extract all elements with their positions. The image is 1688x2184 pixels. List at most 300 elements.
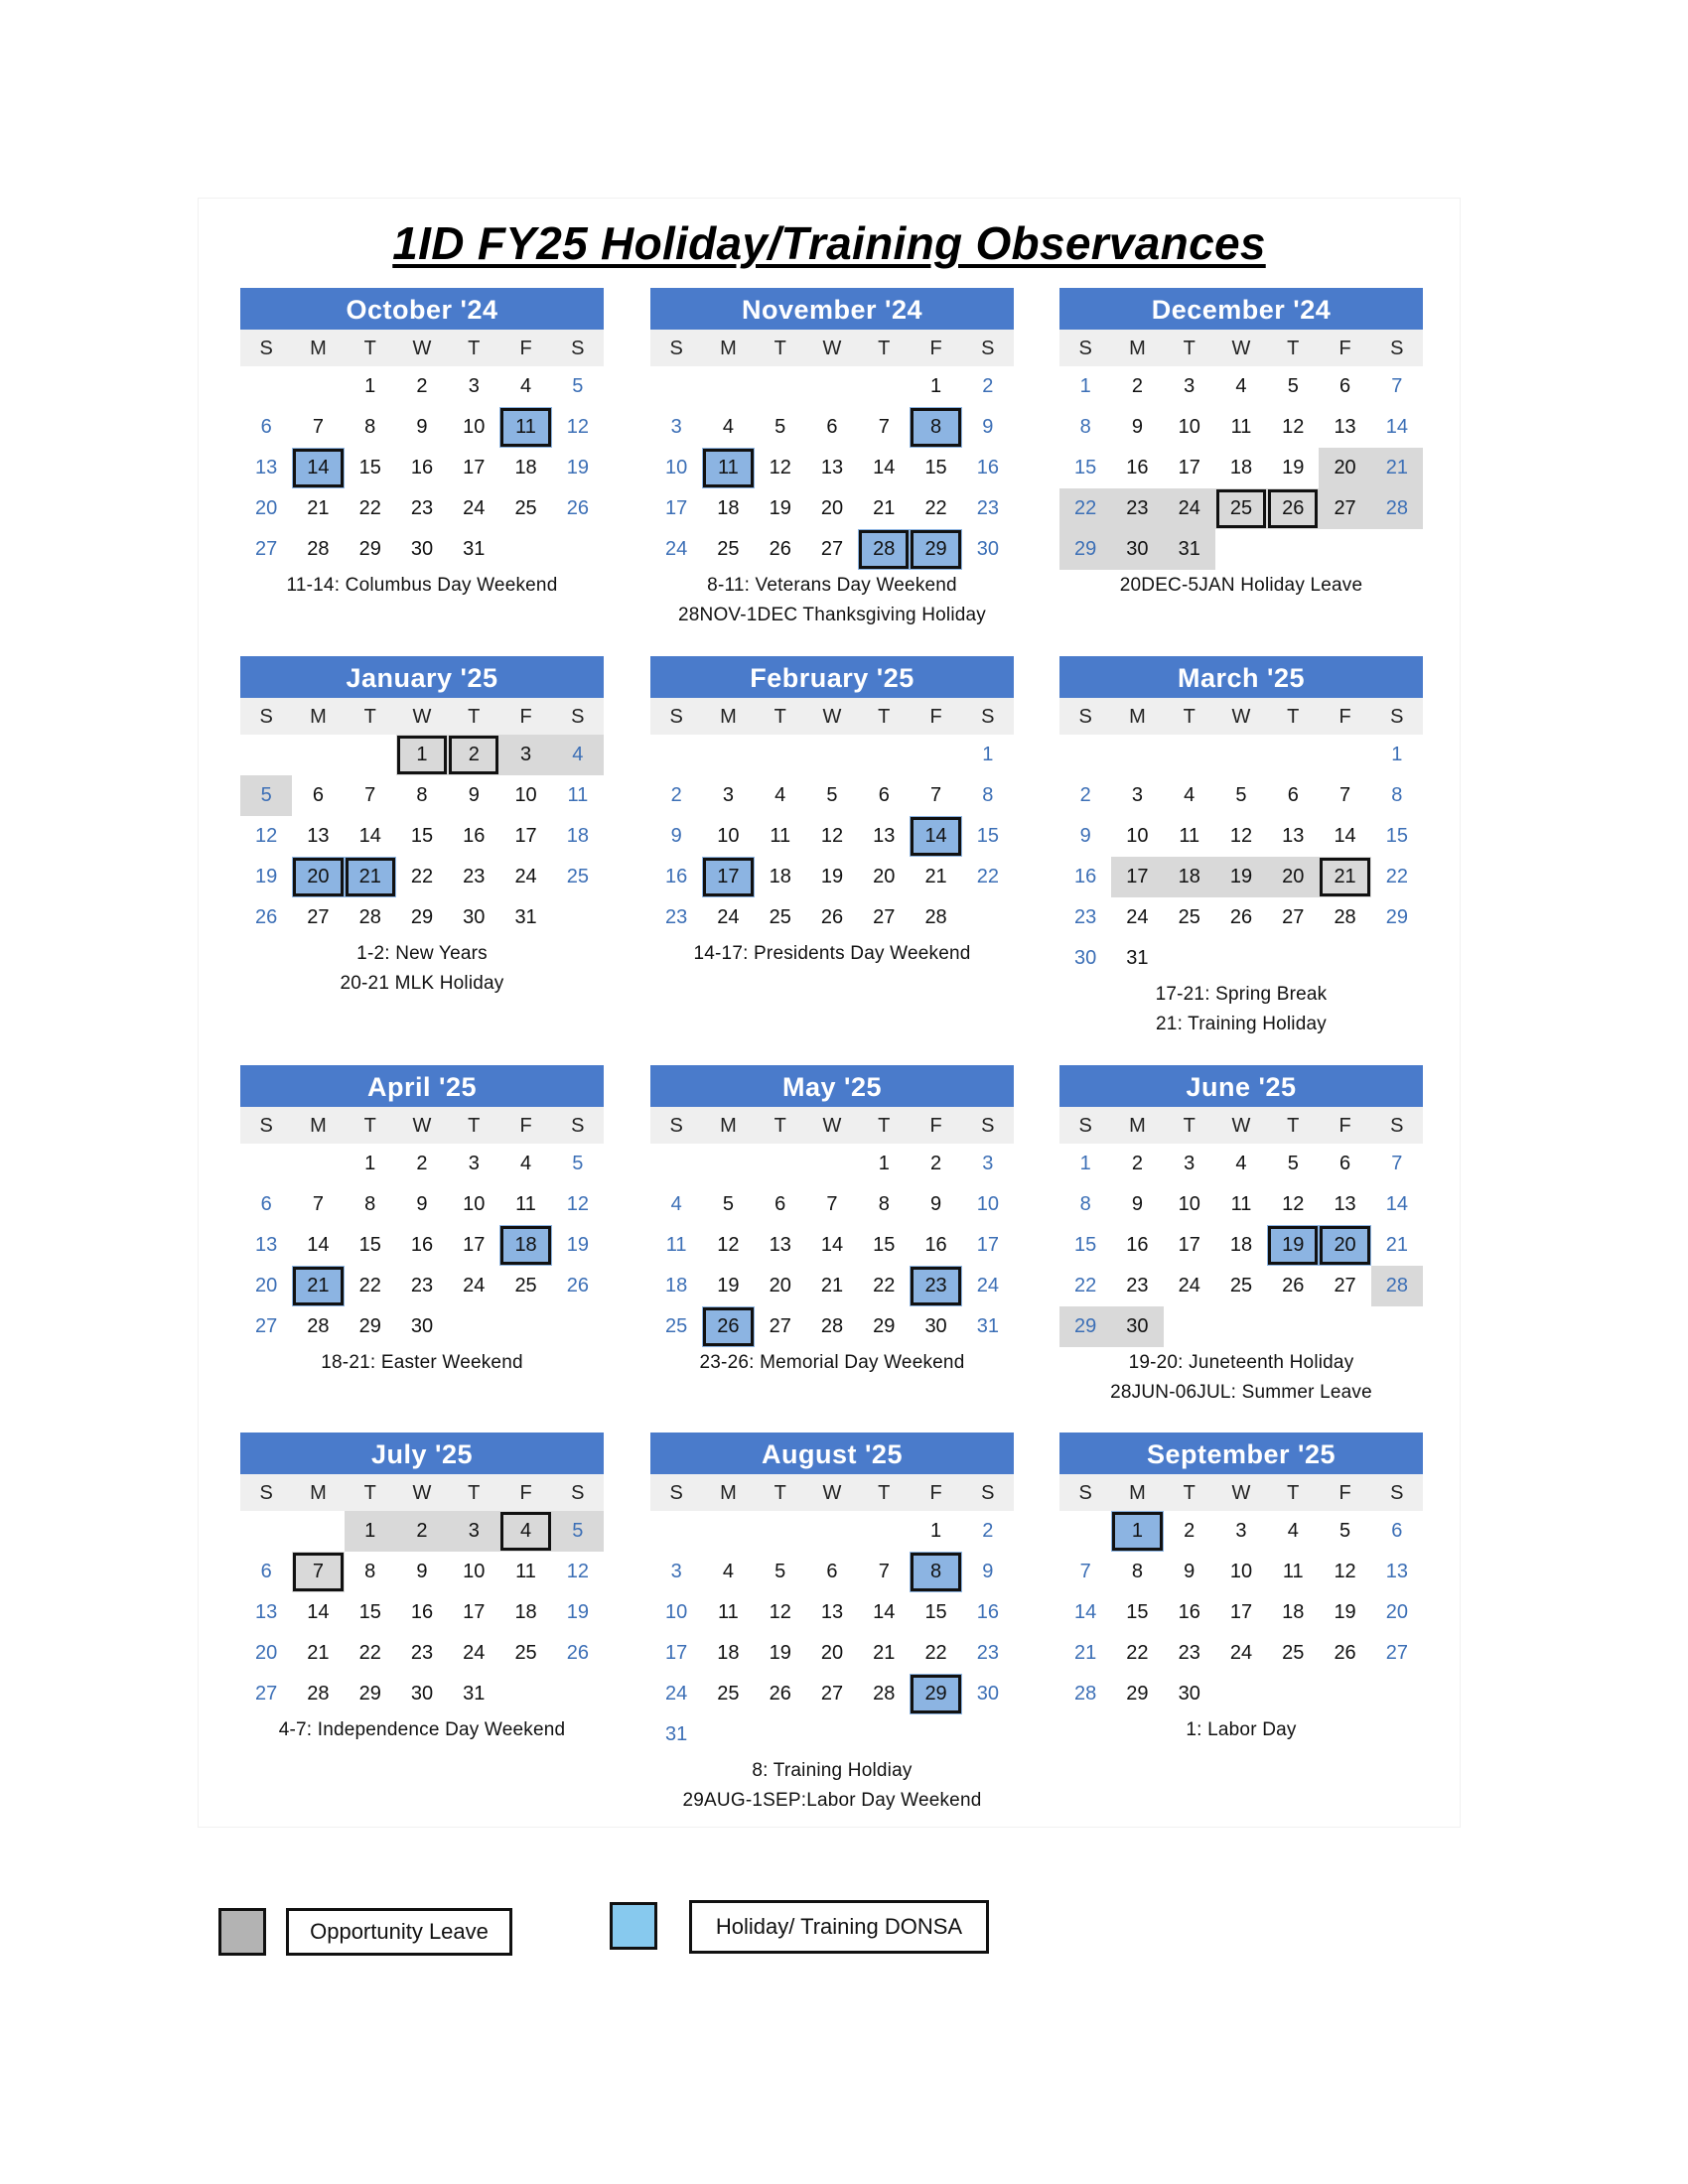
day-cell: 20 bbox=[820, 497, 844, 519]
day-cell: 4 bbox=[1235, 1153, 1247, 1174]
day-cell: 22 bbox=[873, 1275, 896, 1297]
day-cell: 16 bbox=[410, 457, 434, 478]
day-cell: 16 bbox=[1178, 1601, 1200, 1623]
day-grid bbox=[1059, 735, 1423, 979]
day-cell: 11 bbox=[702, 448, 754, 488]
day-cell: 26 bbox=[769, 538, 791, 560]
day-cell: 23 bbox=[976, 1642, 999, 1664]
month-notes bbox=[1059, 1715, 1423, 1745]
day-cell: 28 bbox=[820, 1315, 844, 1337]
day-cell: 10 bbox=[1229, 1561, 1253, 1582]
day-cell: 6 bbox=[1287, 784, 1299, 806]
day-cell: 23 bbox=[463, 866, 486, 887]
day-cell: 25 bbox=[514, 1642, 537, 1664]
empty-cell bbox=[650, 1144, 702, 1184]
day-cell: 25 bbox=[665, 1315, 688, 1337]
day-cell: 25 bbox=[1178, 906, 1200, 928]
day-grid bbox=[240, 1144, 604, 1347]
empty-cell bbox=[1164, 735, 1215, 775]
weekday-label: S bbox=[1390, 1115, 1404, 1137]
day-cell: 16 bbox=[1126, 457, 1149, 478]
month-title: January '25 bbox=[240, 656, 604, 698]
day-cell: 26 bbox=[566, 1275, 589, 1297]
month-february bbox=[650, 656, 1014, 969]
weekday-header-row bbox=[1059, 698, 1423, 735]
weekday-label: S bbox=[259, 338, 273, 359]
day-cell: 8 bbox=[982, 784, 994, 806]
month-notes bbox=[1059, 1348, 1423, 1408]
day-cell: 23 bbox=[410, 1642, 434, 1664]
day-cell: 18 bbox=[499, 1225, 551, 1266]
month-notes bbox=[240, 571, 604, 601]
empty-cell bbox=[702, 366, 754, 407]
day-cell: 22 bbox=[1074, 1275, 1097, 1297]
weekday-label: M bbox=[1129, 706, 1146, 728]
day-grid bbox=[240, 366, 604, 570]
weekday-label: M bbox=[310, 706, 327, 728]
day-cell: 2 bbox=[982, 1520, 994, 1542]
day-cell: 11 bbox=[718, 1601, 739, 1623]
empty-cell bbox=[1267, 735, 1319, 775]
day-cell: 14 bbox=[873, 1601, 896, 1623]
day-cell: 24 bbox=[1126, 906, 1149, 928]
day-cell: 8 bbox=[1131, 1561, 1143, 1582]
day-cell: 5 bbox=[572, 1153, 584, 1174]
day-cell: 27 bbox=[1282, 906, 1305, 928]
day-cell: 19 bbox=[717, 1275, 740, 1297]
day-grid bbox=[240, 735, 604, 938]
weekday-label: T bbox=[1183, 1115, 1196, 1137]
weekday-label: T bbox=[1287, 1115, 1300, 1137]
day-cell: 12 bbox=[1282, 1193, 1305, 1215]
day-grid bbox=[1059, 1144, 1423, 1347]
weekday-label: T bbox=[878, 1482, 891, 1504]
day-cell: 25 bbox=[769, 906, 791, 928]
day-cell: 7 bbox=[878, 416, 890, 438]
day-cell: 3 bbox=[982, 1153, 994, 1174]
day-cell: 29 bbox=[358, 538, 381, 560]
empty-cell bbox=[1215, 735, 1267, 775]
empty-cell bbox=[650, 735, 702, 775]
day-cell: 8 bbox=[364, 1193, 376, 1215]
weekday-label: T bbox=[774, 338, 786, 359]
day-cell: 26 bbox=[769, 1683, 791, 1705]
month-title: February '25 bbox=[650, 656, 1014, 698]
day-cell: 19 bbox=[820, 866, 844, 887]
month-title: March '25 bbox=[1059, 656, 1423, 698]
weekday-label: S bbox=[1390, 338, 1404, 359]
day-cell: 26 bbox=[1267, 488, 1319, 529]
day-cell: 29 bbox=[910, 529, 961, 570]
day-cell: 31 bbox=[514, 906, 537, 928]
day-cell: 4 bbox=[670, 1193, 682, 1215]
day-cell: 21 bbox=[307, 1642, 330, 1664]
day-cell: 13 bbox=[1385, 1561, 1408, 1582]
month-october bbox=[240, 288, 604, 601]
observance-note: 18-21: Easter Weekend bbox=[321, 1352, 523, 1373]
weekday-label: T bbox=[363, 706, 376, 728]
weekday-header-row bbox=[650, 698, 1014, 735]
weekday-label: T bbox=[468, 1482, 481, 1504]
day-cell: 24 bbox=[463, 497, 486, 519]
weekday-header-row bbox=[240, 698, 604, 735]
month-title: November '24 bbox=[650, 288, 1014, 330]
day-cell: 1 bbox=[364, 375, 376, 397]
empty-cell bbox=[240, 366, 292, 407]
weekday-label: S bbox=[571, 706, 585, 728]
day-cell: 1 bbox=[1079, 1153, 1091, 1174]
day-cell: 29 bbox=[1059, 1306, 1111, 1347]
weekday-label: T bbox=[878, 706, 891, 728]
day-cell: 7 bbox=[364, 784, 376, 806]
day-cell: 28 bbox=[307, 538, 330, 560]
day-cell: 15 bbox=[1074, 457, 1097, 478]
day-cell: 13 bbox=[1282, 825, 1305, 847]
day-cell: 23 bbox=[410, 497, 434, 519]
day-cell: 17 bbox=[1229, 1601, 1253, 1623]
empty-cell bbox=[755, 1511, 806, 1552]
weekday-label: M bbox=[1129, 338, 1146, 359]
empty-cell bbox=[292, 735, 344, 775]
day-cell: 12 bbox=[566, 1193, 589, 1215]
day-cell: 9 bbox=[416, 1561, 428, 1582]
empty-cell bbox=[345, 735, 396, 775]
weekday-label: W bbox=[412, 1482, 432, 1504]
weekday-label: S bbox=[259, 1482, 273, 1504]
day-cell: 4 bbox=[1235, 375, 1247, 397]
day-cell: 24 bbox=[976, 1275, 999, 1297]
empty-cell bbox=[240, 1144, 292, 1184]
month-title: December '24 bbox=[1059, 288, 1423, 330]
day-cell: 17 bbox=[1111, 857, 1163, 897]
day-cell: 11 bbox=[770, 825, 791, 847]
day-cell: 6 bbox=[826, 416, 838, 438]
day-cell: 14 bbox=[873, 457, 896, 478]
weekday-label: W bbox=[822, 1115, 842, 1137]
day-cell: 15 bbox=[924, 1601, 947, 1623]
weekday-label: F bbox=[929, 1115, 942, 1137]
month-title: May '25 bbox=[650, 1065, 1014, 1107]
weekday-label: M bbox=[1129, 1482, 1146, 1504]
month-notes bbox=[1059, 571, 1423, 601]
day-grid bbox=[650, 735, 1014, 938]
weekday-label: T bbox=[468, 1115, 481, 1137]
day-cell: 27 bbox=[873, 906, 896, 928]
observance-note: 20DEC-5JAN Holiday Leave bbox=[1119, 575, 1363, 596]
observance-note: 4-7: Independence Day Weekend bbox=[278, 1719, 566, 1740]
weekday-label: M bbox=[310, 1115, 327, 1137]
day-cell: 13 bbox=[307, 825, 330, 847]
day-cell: 3 bbox=[1184, 375, 1196, 397]
day-cell: 22 bbox=[924, 1642, 947, 1664]
observance-note: 17-21: Spring Break bbox=[1155, 984, 1328, 1005]
weekday-label: T bbox=[1183, 706, 1196, 728]
empty-cell bbox=[292, 366, 344, 407]
weekday-label: T bbox=[1183, 338, 1196, 359]
day-cell: 13 bbox=[255, 1234, 278, 1256]
day-cell: 21 bbox=[924, 866, 947, 887]
day-cell: 27 bbox=[1334, 1275, 1356, 1297]
day-cell: 17 bbox=[665, 1642, 688, 1664]
weekday-header-row bbox=[1059, 1474, 1423, 1511]
legend-holiday-swatch bbox=[610, 1902, 657, 1950]
weekday-label: W bbox=[822, 706, 842, 728]
weekday-label: T bbox=[363, 338, 376, 359]
day-cell: 5 bbox=[240, 775, 292, 816]
month-notes bbox=[1059, 980, 1423, 1039]
weekday-label: T bbox=[363, 1482, 376, 1504]
day-cell: 10 bbox=[463, 1193, 486, 1215]
weekday-label: T bbox=[774, 1482, 786, 1504]
day-cell: 6 bbox=[826, 1561, 838, 1582]
day-cell: 17 bbox=[665, 497, 688, 519]
page-title: 1ID FY25 Holiday/Training Observances bbox=[392, 217, 1266, 269]
day-cell: 30 bbox=[410, 1683, 434, 1705]
month-april bbox=[240, 1065, 604, 1378]
weekday-label: S bbox=[571, 338, 585, 359]
day-cell: 2 bbox=[1184, 1520, 1196, 1542]
day-cell: 9 bbox=[982, 416, 994, 438]
day-cell: 28 bbox=[307, 1683, 330, 1705]
day-cell: 2 bbox=[670, 784, 682, 806]
day-cell: 5 bbox=[722, 1193, 734, 1215]
day-cell: 24 bbox=[463, 1642, 486, 1664]
day-cell: 6 bbox=[260, 1561, 272, 1582]
month-november bbox=[650, 288, 1014, 630]
empty-cell bbox=[240, 735, 292, 775]
month-july bbox=[240, 1433, 604, 1745]
day-cell: 31 bbox=[665, 1723, 688, 1745]
day-cell: 30 bbox=[924, 1315, 947, 1337]
day-cell: 23 bbox=[1111, 488, 1163, 529]
day-cell: 2 bbox=[396, 1511, 448, 1552]
day-cell: 28 bbox=[307, 1315, 330, 1337]
day-cell: 24 bbox=[665, 1683, 688, 1705]
day-cell: 30 bbox=[1111, 1306, 1163, 1347]
weekday-label: F bbox=[519, 1482, 532, 1504]
month-title: April '25 bbox=[240, 1065, 604, 1107]
weekday-label: S bbox=[1390, 1482, 1404, 1504]
weekday-label: S bbox=[1078, 338, 1092, 359]
day-cell: 4 bbox=[499, 1511, 551, 1552]
day-cell: 6 bbox=[1391, 1520, 1403, 1542]
day-cell: 20 bbox=[820, 1642, 844, 1664]
day-cell: 27 bbox=[769, 1315, 791, 1337]
day-cell: 11 bbox=[1179, 825, 1200, 847]
weekday-label: W bbox=[412, 1115, 432, 1137]
day-cell: 22 bbox=[410, 866, 434, 887]
day-cell: 13 bbox=[255, 457, 278, 478]
day-cell: 8 bbox=[364, 1561, 376, 1582]
weekday-label: F bbox=[519, 1115, 532, 1137]
day-cell: 28 bbox=[858, 529, 910, 570]
weekday-label: T bbox=[878, 1115, 891, 1137]
empty-cell bbox=[702, 735, 754, 775]
day-cell: 23 bbox=[976, 497, 999, 519]
day-cell: 14 bbox=[1385, 416, 1408, 438]
day-cell: 5 bbox=[552, 1511, 604, 1552]
day-cell: 15 bbox=[1126, 1601, 1149, 1623]
day-cell: 10 bbox=[514, 784, 537, 806]
day-cell: 22 bbox=[1126, 1642, 1149, 1664]
empty-cell bbox=[1319, 735, 1370, 775]
day-cell: 7 bbox=[1079, 1561, 1091, 1582]
day-cell: 12 bbox=[1229, 825, 1253, 847]
weekday-header-row bbox=[650, 330, 1014, 366]
month-notes bbox=[240, 1715, 604, 1745]
weekday-header-row bbox=[1059, 330, 1423, 366]
weekday-label: S bbox=[981, 706, 995, 728]
day-cell: 20 bbox=[769, 1275, 791, 1297]
day-cell: 18 bbox=[1229, 457, 1253, 478]
day-cell: 7 bbox=[878, 1561, 890, 1582]
weekday-header-row bbox=[650, 1107, 1014, 1144]
day-cell: 31 bbox=[1126, 947, 1149, 969]
day-cell: 19 bbox=[769, 497, 791, 519]
legend-holiday-label: Holiday/ Training DONSA bbox=[689, 1900, 989, 1954]
day-cell: 27 bbox=[255, 538, 278, 560]
day-cell: 20 bbox=[873, 866, 896, 887]
day-cell: 24 bbox=[514, 866, 537, 887]
day-cell: 8 bbox=[878, 1193, 890, 1215]
month-march bbox=[1059, 656, 1423, 1039]
day-cell: 29 bbox=[873, 1315, 896, 1337]
day-cell: 1 bbox=[1079, 375, 1091, 397]
weekday-header-row bbox=[1059, 1107, 1423, 1144]
day-cell: 17 bbox=[976, 1234, 999, 1256]
day-cell: 29 bbox=[358, 1683, 381, 1705]
empty-cell bbox=[858, 366, 910, 407]
day-cell: 15 bbox=[358, 457, 381, 478]
day-cell: 26 bbox=[702, 1306, 754, 1347]
day-cell: 11 bbox=[1230, 1193, 1252, 1215]
day-cell: 2 bbox=[416, 1153, 428, 1174]
day-cell: 19 bbox=[1282, 457, 1305, 478]
day-cell: 20 bbox=[255, 497, 278, 519]
month-notes bbox=[650, 1756, 1014, 1816]
weekday-label: M bbox=[1129, 1115, 1146, 1137]
day-cell: 14 bbox=[292, 448, 344, 488]
day-cell: 4 bbox=[774, 784, 786, 806]
day-cell: 14 bbox=[307, 1234, 330, 1256]
weekday-label: M bbox=[310, 338, 327, 359]
day-cell: 2 bbox=[1131, 375, 1143, 397]
day-cell: 21 bbox=[345, 857, 396, 897]
day-cell: 1 bbox=[1111, 1511, 1163, 1552]
weekday-label: F bbox=[1338, 1115, 1351, 1137]
observance-note: 1: Labor Day bbox=[1186, 1719, 1297, 1740]
day-cell: 28 bbox=[358, 906, 381, 928]
weekday-label: T bbox=[1287, 338, 1300, 359]
empty-cell bbox=[650, 1511, 702, 1552]
day-cell: 22 bbox=[924, 497, 947, 519]
day-cell: 24 bbox=[1178, 1275, 1200, 1297]
day-cell: 11 bbox=[499, 407, 551, 448]
day-cell: 18 bbox=[514, 457, 537, 478]
day-cell: 5 bbox=[572, 375, 584, 397]
month-december bbox=[1059, 288, 1423, 601]
day-cell: 27 bbox=[820, 1683, 844, 1705]
day-cell: 28 bbox=[873, 1683, 896, 1705]
day-cell: 5 bbox=[826, 784, 838, 806]
day-cell: 12 bbox=[1282, 416, 1305, 438]
day-cell: 4 bbox=[1184, 784, 1196, 806]
day-cell: 8 bbox=[1391, 784, 1403, 806]
day-cell: 21 bbox=[292, 1266, 344, 1306]
day-cell: 25 bbox=[1229, 1275, 1253, 1297]
day-cell: 21 bbox=[1385, 1234, 1408, 1256]
day-cell: 29 bbox=[1059, 529, 1111, 570]
day-cell: 30 bbox=[1111, 529, 1163, 570]
day-cell: 9 bbox=[416, 416, 428, 438]
month-title: August '25 bbox=[650, 1433, 1014, 1474]
observance-note: 23-26: Memorial Day Weekend bbox=[699, 1352, 965, 1373]
day-cell: 17 bbox=[514, 825, 537, 847]
weekday-label: S bbox=[669, 1482, 683, 1504]
day-cell: 2 bbox=[448, 735, 499, 775]
day-cell: 20 bbox=[292, 857, 344, 897]
weekday-label: M bbox=[720, 1482, 737, 1504]
day-cell: 10 bbox=[1178, 1193, 1200, 1215]
day-cell: 10 bbox=[463, 1561, 486, 1582]
weekday-label: F bbox=[1338, 338, 1351, 359]
day-cell: 27 bbox=[255, 1683, 278, 1705]
day-cell: 9 bbox=[670, 825, 682, 847]
day-cell: 12 bbox=[566, 416, 589, 438]
day-cell: 29 bbox=[358, 1315, 381, 1337]
day-cell: 1 bbox=[982, 744, 994, 765]
day-cell: 23 bbox=[910, 1266, 961, 1306]
day-cell: 5 bbox=[1235, 784, 1247, 806]
day-cell: 16 bbox=[976, 457, 999, 478]
day-cell: 10 bbox=[463, 416, 486, 438]
observance-note: 8-11: Veterans Day Weekend bbox=[707, 575, 957, 596]
day-cell: 1 bbox=[396, 735, 448, 775]
empty-cell bbox=[1111, 735, 1163, 775]
day-cell: 24 bbox=[1229, 1642, 1253, 1664]
day-cell: 22 bbox=[358, 1275, 381, 1297]
observance-note: 29AUG-1SEP:Labor Day Weekend bbox=[682, 1790, 982, 1811]
weekday-label: M bbox=[720, 1115, 737, 1137]
day-cell: 24 bbox=[717, 906, 740, 928]
month-title: July '25 bbox=[240, 1433, 604, 1474]
day-cell: 20 bbox=[255, 1642, 278, 1664]
month-january bbox=[240, 656, 604, 999]
weekday-label: W bbox=[1231, 338, 1251, 359]
weekday-label: T bbox=[774, 1115, 786, 1137]
day-cell: 6 bbox=[312, 784, 324, 806]
day-cell: 18 bbox=[717, 1642, 740, 1664]
day-cell: 9 bbox=[416, 1193, 428, 1215]
day-cell: 6 bbox=[878, 784, 890, 806]
observance-note: 8: Training Holdiay bbox=[752, 1760, 913, 1781]
day-cell: 4 bbox=[520, 375, 532, 397]
day-cell: 1 bbox=[364, 1153, 376, 1174]
observance-note: 20-21 MLK Holiday bbox=[340, 973, 504, 994]
weekday-header-row bbox=[650, 1474, 1014, 1511]
day-cell: 16 bbox=[976, 1601, 999, 1623]
day-grid bbox=[650, 1511, 1014, 1755]
day-cell: 2 bbox=[982, 375, 994, 397]
day-cell: 19 bbox=[566, 457, 589, 478]
day-cell: 7 bbox=[1391, 1153, 1403, 1174]
weekday-label: S bbox=[1078, 1482, 1092, 1504]
day-cell: 6 bbox=[260, 416, 272, 438]
weekday-label: T bbox=[1287, 706, 1300, 728]
day-cell: 9 bbox=[1079, 825, 1091, 847]
day-cell: 17 bbox=[1178, 1234, 1200, 1256]
day-cell: 24 bbox=[463, 1275, 486, 1297]
